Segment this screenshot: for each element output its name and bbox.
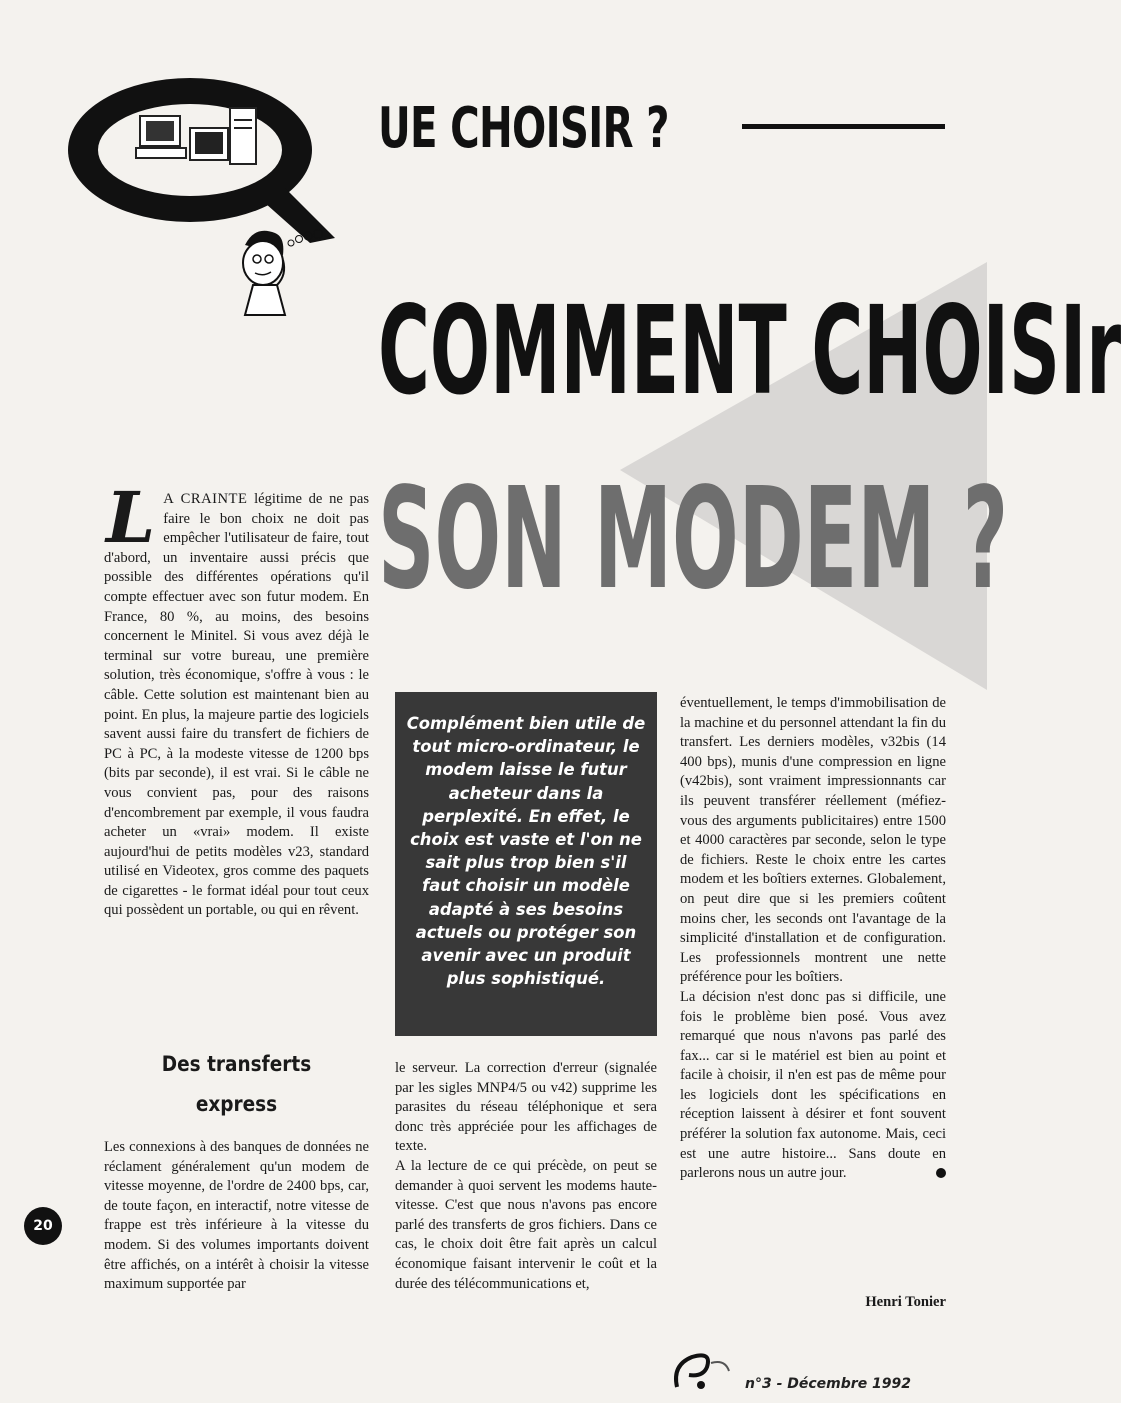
end-mark-icon	[936, 1168, 946, 1178]
drop-cap: L	[106, 476, 156, 559]
issue-date: n°3 - Décembre 1992	[745, 1376, 912, 1392]
body-column-left	[104, 1138, 369, 1295]
author-name: Henri Tonier	[865, 1294, 946, 1310]
section-title: UE CHOISIR ?	[378, 96, 669, 161]
paragraph: A la lecture de ce qui précède, on peut se demander à quoi servent les modems haute-vitesse. C'est que nous n'avons pas encore parlé des transferts de gros fichiers. Dans ce cas, le choix doit être fait après un calcul économique faisant intervenir le coût et la durée des télécommunications et,	[395, 1157, 657, 1292]
title-rule	[742, 124, 945, 129]
paragraph: Les connexions à des banques de données ne réclament généralement qu'un modem de vitesse moyenne, de l'ordre de 2400 bps, car, de toute façon, en interactif, notre vitesse de frappe est très inférieure à la vitesse du modem. Si des volumes importants doivent être affichés, on a intérêt à choisir la vitesse maximum supportée par	[104, 1139, 369, 1293]
body-column-middle	[395, 1059, 657, 1294]
magazine-logo-icon	[667, 1345, 737, 1395]
paragraph: éventuellement, le temps d'immobilisation de la machine et du personnel attendant la fin du transfert. Les derniers modèles, v32bis (14 400 bps), munis d'une compression en ligne (v42bis), sont vraiment impressionnants car ils peuvent transférer réellement (méfiez-vous des arguments publicitaires) entre 1500 et 4000 caractères par seconde, selon le type de fichiers. Reste le choix entre les cartes modem et les boîtiers externes. Globalement, on peut dire que si les premiers coûtent moins cher, les seconds ont l'avantage de la simplicité d'installation et de configuration. Les professionnels montrent une nette préférence pour les boîtiers.	[680, 695, 946, 986]
paragraph: le serveur. La correction d'erreur (signalée par les sigles MNP4/5 ou v42) supprime les parasites du réseau téléphonique et sera donc très appréciée pour les affichages de texte.	[395, 1060, 657, 1155]
intro-text: légitime de ne pas faire le bon choix ne doit pas empêcher l'utilisateur de faire, tout d'abord, un inventaire aussi précis que possible des différentes opérations qu'il compte effectuer avec son futur modem. En France, 80 %, au moins, des besoins concernent le Minitel. Si vous avez déjà le terminal sur votre bureau, une première solution, très économique, s'offre à vous : le câble. Cette solution est maintenant bien au point. En plus, la majeure partie des logiciels savent aussi faire du transfert de fichiers de PC à PC, à la modeste vitesse de 1200 bps (bits par seconde), il est vrai. Si le câble ne vous convient pas, pour des raisons d'encombrement par exemple, il vous faudra acheter un «vrai» modem. Il existe aujourd'hui de petits modèles v23, standard utilisé en Videotex, gros comme des paquets de cigarettes - le format idéal pour tout ceux qui possèdent un portable, ou qui en rêvent.	[104, 491, 369, 919]
paragraph: La décision n'est donc pas si difficile, une fois le problème bien posé. Vous avez remarqué que nous n'avons pas parlé des fax... car si le matériel est bien au point et facile à choisir, il n'en est pas de même pour les logiciels dont les spécifications en réception laissent à désirer et font souvent préférer la solution fax autonome. Mais, ceci est une autre histoire... Sans doute en parlerons nous un autre jour.	[680, 988, 946, 1182]
headline-line-1: COMMENT CHOISIr	[378, 280, 1121, 422]
headline-line-2: SON MODEM ?	[378, 458, 1009, 621]
subheading: Des transferts express	[161, 1052, 312, 1116]
intro-column	[104, 476, 369, 921]
body-column-right	[680, 694, 946, 1184]
page-number: 20	[24, 1207, 62, 1245]
lead-in: A CRAINTE	[163, 491, 248, 507]
callout-box: Complément bien utile de tout micro-ordinateur, le modem laisse le futur acheteur dans la perplexité. En effet, le choix est vaste et l'on ne sait plus trop bien s'il faut choisir un modèle adapté à ses besoins actuels ou protéger son avenir avec un produit plus sophistiqué.	[395, 692, 657, 1036]
thinking-man-icon	[225, 215, 345, 325]
